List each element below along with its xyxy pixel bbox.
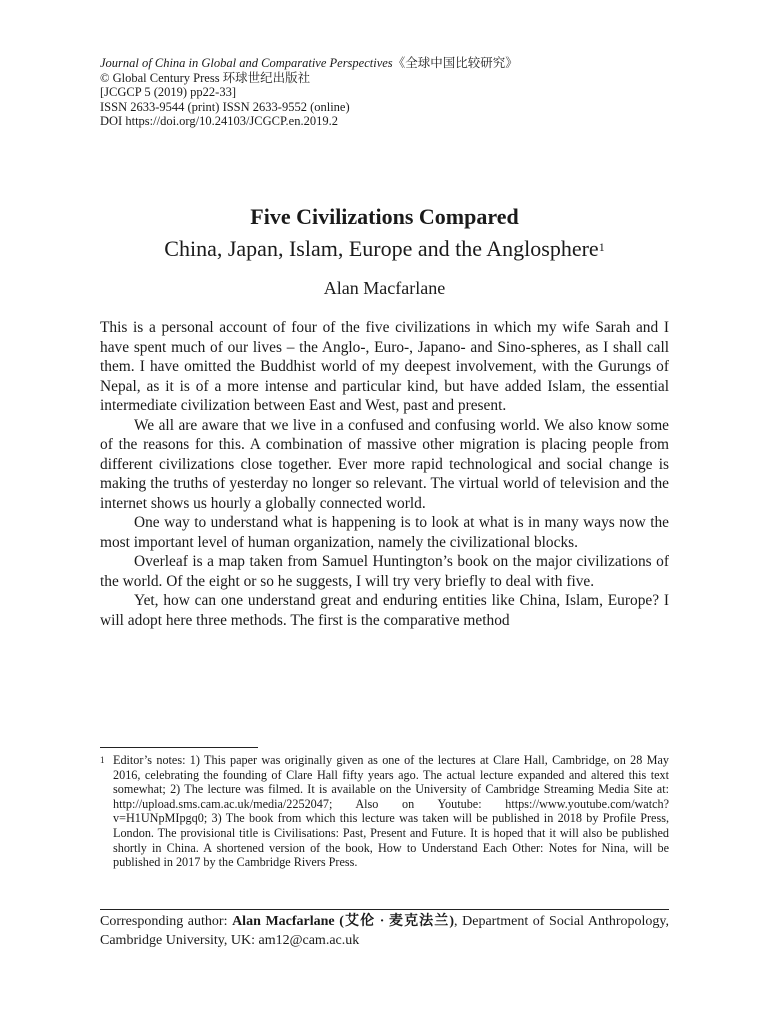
corresponding-details: , Department of Social Anthropology, Cambridge University, UK: am12@cam.ac.uk bbox=[100, 914, 669, 948]
publisher-line: © Global Century Press 环球世纪出版社 bbox=[100, 70, 311, 85]
corresponding-label: Corresponding author: bbox=[100, 914, 233, 929]
paragraph-1: This is a personal account of four of the five civilizations in which my wife Sarah and I have spent much of our lives – the Anglo-, Euro-, Japano- and Sino-spheres, as I shall call them. I have omitted the Buddhist world of my deepest involvement, with the Gurungs of Nepal, as it is of a more intense and particular kind, but have added Islam, the essential intermediate civilization between East and West, past and present. bbox=[100, 319, 669, 414]
paragraph-4: Overleaf is a map taken from Samuel Huntington’s book on the major civilizations of the world. Of the eight or so he suggests, I will try very briefly to deal with five. bbox=[100, 553, 669, 590]
article-author: Alan Macfarlane bbox=[323, 278, 446, 298]
title-block bbox=[100, 202, 669, 300]
journal-name-cn: 《全球中国比较研究》 bbox=[392, 56, 518, 70]
footnote-marker[interactable]: 1 bbox=[598, 240, 605, 254]
footnote-number: 1 bbox=[100, 755, 105, 765]
corresponding-author bbox=[100, 909, 669, 950]
issn-line: ISSN 2633-9544 (print) ISSN 2633-9552 (online) bbox=[100, 99, 350, 114]
journal-line bbox=[100, 56, 669, 71]
footnote-divider bbox=[100, 747, 258, 748]
doi-line[interactable]: DOI https://doi.org/10.24103/JCGCP.en.2019.2 bbox=[100, 114, 338, 128]
paragraph-3: One way to understand what is happening is to look at what is in many ways now the most important level of human organization, namely the civilizational blocks. bbox=[100, 514, 669, 551]
subtitle-text: China, Japan, Islam, Europe and the Anglosphere bbox=[164, 236, 599, 261]
article-subtitle bbox=[100, 234, 669, 264]
footnote-text: Editor’s notes: 1) This paper was originally given as one of the lectures at Clare Hall, Cambridge, on 28 May 2016, celebrating the founding of Clare Hall fifty years ago. The actual lecture expanded and altered this text somewhat; 2) The lecture was filmed. It is available on the University of Cambridge Streaming Media Site at: http://upload.sms.cam.ac.uk/media/2252047; Also on Youtube: https://www.youtube.com/watch?v=H1UNpMIpgq0; 3) The book from which this lecture was taken will be published in 2018 by Profile Press, London. The provisional title is Civilisations: Past, Present and Future. It is hoped that it will also be published shortly in China. A shortened version of the book, How to Understand Each Other: Notes for Nina, will be published in 2017 by the Cambridge Rivers Press. bbox=[113, 753, 669, 870]
issue-line: [JCGCP 5 (2019) pp22-33] bbox=[100, 85, 236, 99]
journal-name: Journal of China in Global and Comparative Perspectives bbox=[100, 56, 393, 70]
footnote bbox=[100, 753, 669, 870]
corresponding-name: Alan Macfarlane (艾伦 · 麦克法兰) bbox=[232, 914, 455, 929]
article-body bbox=[100, 318, 669, 630]
journal-header bbox=[100, 56, 669, 129]
paragraph-2: We all are aware that we live in a confused and confusing world. We also know some of the reasons for this. A combination of massive other migration is placing people from different civilizations close together. Ever more rapid technological and social change is making the truths of yesterday no longer so relevant. The virtual world of television and the internet shows us hourly a globally connected world. bbox=[100, 416, 669, 512]
paragraph-5: Yet, how can one understand great and enduring entities like China, Islam, Europe? I will adopt here three methods. The first is the comparative method bbox=[100, 592, 669, 629]
article-title: Five Civilizations Compared bbox=[250, 204, 519, 229]
